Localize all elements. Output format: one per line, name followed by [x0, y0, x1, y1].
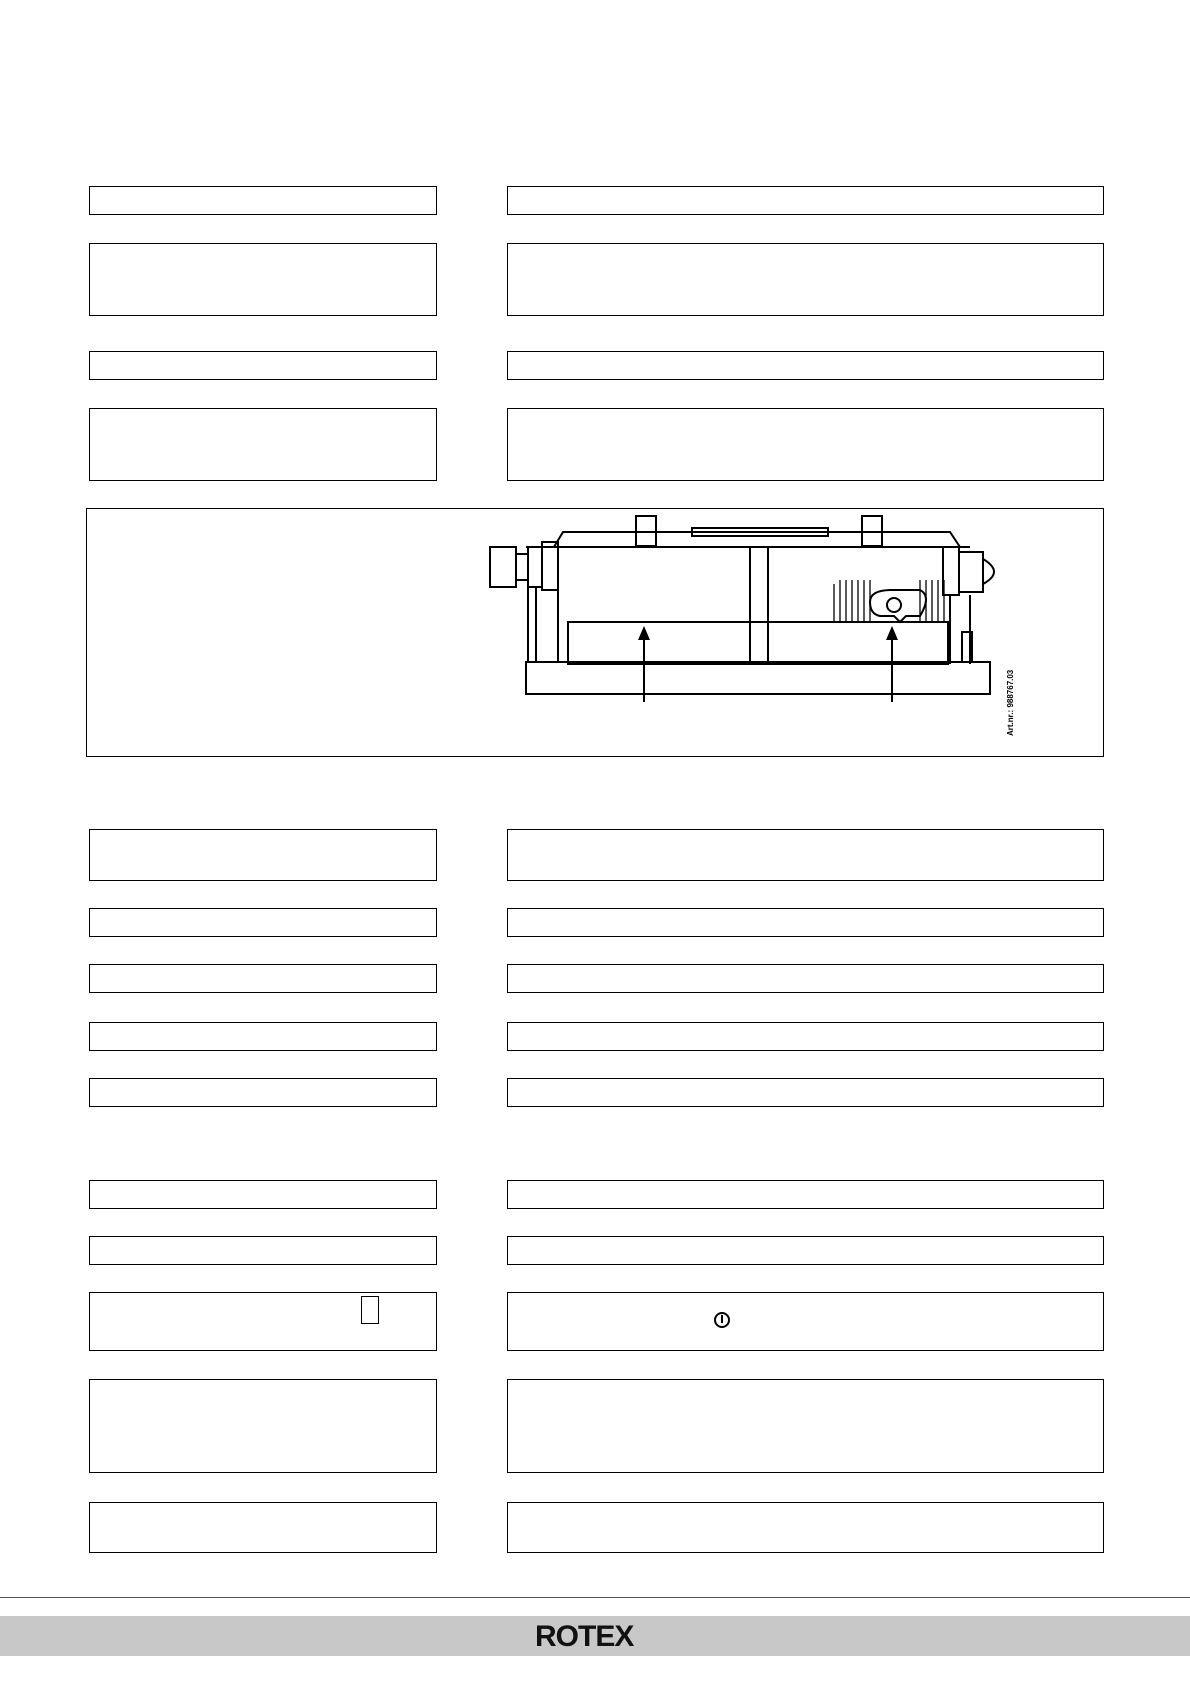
right-field-9 [507, 1078, 1104, 1107]
right-field-10 [507, 1180, 1104, 1209]
technical-drawing [470, 514, 1030, 714]
right-field-8 [507, 1022, 1104, 1051]
art-number: Art.nr.: 988767.03 [1006, 669, 1015, 736]
right-field-12 [507, 1292, 1104, 1351]
power-on-icon [713, 1311, 731, 1329]
left-field-8 [89, 1022, 437, 1051]
right-field-5 [507, 829, 1104, 881]
right-field-4 [507, 408, 1104, 481]
right-field-3 [507, 351, 1104, 380]
left-field-13 [89, 1379, 437, 1473]
left-field-9 [89, 1078, 437, 1107]
empty-checkbox-icon [361, 1296, 379, 1324]
left-field-4 [89, 408, 437, 481]
left-field-11 [89, 1236, 437, 1265]
right-field-7 [507, 964, 1104, 993]
left-field-7 [89, 964, 437, 993]
right-field-11 [507, 1236, 1104, 1265]
left-field-12 [89, 1292, 437, 1351]
right-field-14 [507, 1502, 1104, 1553]
right-field-1 [507, 186, 1104, 215]
left-field-3 [89, 351, 437, 380]
left-field-2 [89, 243, 437, 316]
footer-rule [0, 1597, 1190, 1598]
left-field-6 [89, 908, 437, 937]
right-field-6 [507, 908, 1104, 937]
left-field-10 [89, 1180, 437, 1209]
rotex-logo: ROTEX [535, 1620, 634, 1653]
right-field-13 [507, 1379, 1104, 1473]
left-field-1 [89, 186, 437, 215]
left-field-14 [89, 1502, 437, 1553]
left-field-5 [89, 829, 437, 881]
right-field-2 [507, 243, 1104, 316]
